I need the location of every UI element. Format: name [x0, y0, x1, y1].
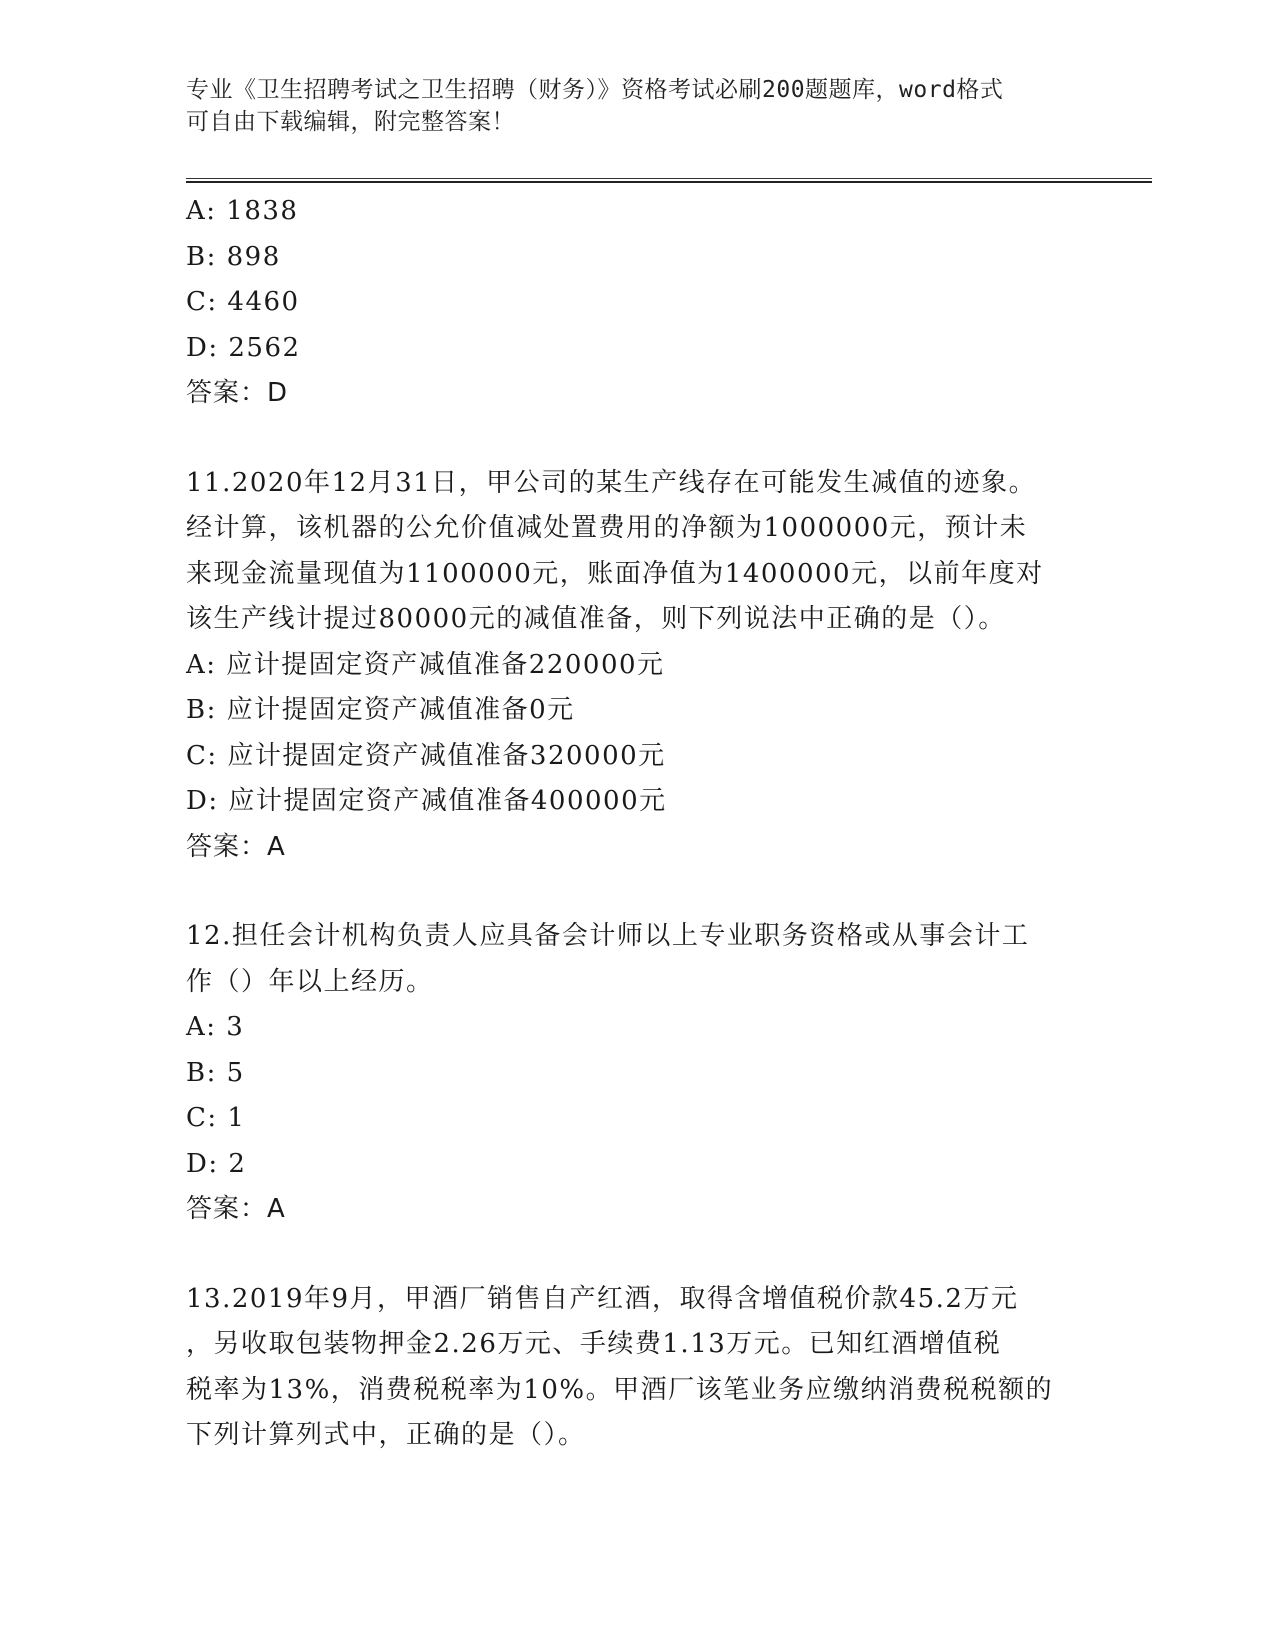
option-c: C: 应计提固定资产减值准备320000元: [186, 740, 666, 771]
answer-line: 答案：A: [186, 831, 286, 862]
question-text-line: 来现金流量现值为1100000元，账面净值为1400000元，以前年度对: [186, 558, 1044, 589]
option-d: D: 应计提固定资产减值准备400000元: [186, 786, 667, 816]
document-header: [186, 74, 1066, 138]
option-b: B: 5: [186, 1057, 245, 1088]
option-d: D: 2: [186, 1148, 247, 1179]
question-13: [186, 1277, 1086, 1459]
question-text-line: ，另收取包装物押金2.26万元、手续费1.13万元。已知红酒增值税: [186, 1329, 1002, 1359]
option-c: C: 1: [186, 1103, 246, 1133]
answer-line: 答案：A: [186, 1194, 286, 1224]
question-11: [186, 461, 1086, 871]
question-text-line: 12.担任会计机构负责人应具备会计师以上专业职务资格或从事会计工: [186, 921, 1030, 951]
answer-line: 答案：D: [186, 378, 289, 408]
question-text-line: 经计算，该机器的公允价值减处置费用的净额为1000000元，预计未: [186, 513, 1028, 543]
question-text-line: 作（）年以上经历。: [186, 966, 434, 997]
option-b: B: 898: [186, 241, 281, 272]
question-12: [186, 914, 1086, 1233]
question-text-line: 税率为13%，消费税税率为10%。甲酒厂该笔业务应缴纳消费税税额的: [186, 1374, 1054, 1405]
header-title-line-2: 可自由下载编辑，附完整答案！: [186, 109, 515, 135]
option-a: A: 3: [186, 1012, 245, 1042]
question-text-line: 13.2019年9月，甲酒厂销售自产红酒，取得含增值税价款45.2万元: [186, 1283, 1019, 1314]
header-divider-thick: [186, 181, 1152, 183]
option-a: A: 应计提固定资产减值准备220000元: [186, 649, 665, 680]
question-prev: [186, 189, 1086, 417]
option-c: C: 4460: [186, 287, 300, 317]
question-text-line: 下列计算列式中，正确的是（）。: [186, 1420, 586, 1450]
question-text-line: 该生产线计提过80000元的减值准备，则下列说法中正确的是（）。: [186, 604, 1006, 634]
question-text-line: 11.2020年12月31日，甲公司的某生产线存在可能发生减值的迹象。: [186, 467, 1037, 498]
header-title-line-1: 专业《卫生招聘考试之卫生招聘（财务）》资格考试必刷200题题库，word格式: [186, 77, 1004, 103]
header-divider: [186, 178, 1152, 179]
question-list: [186, 189, 1086, 1459]
option-a: A: 1838: [186, 196, 299, 226]
option-b: B: 应计提固定资产减值准备0元: [186, 695, 575, 725]
option-d: D: 2562: [186, 332, 301, 363]
